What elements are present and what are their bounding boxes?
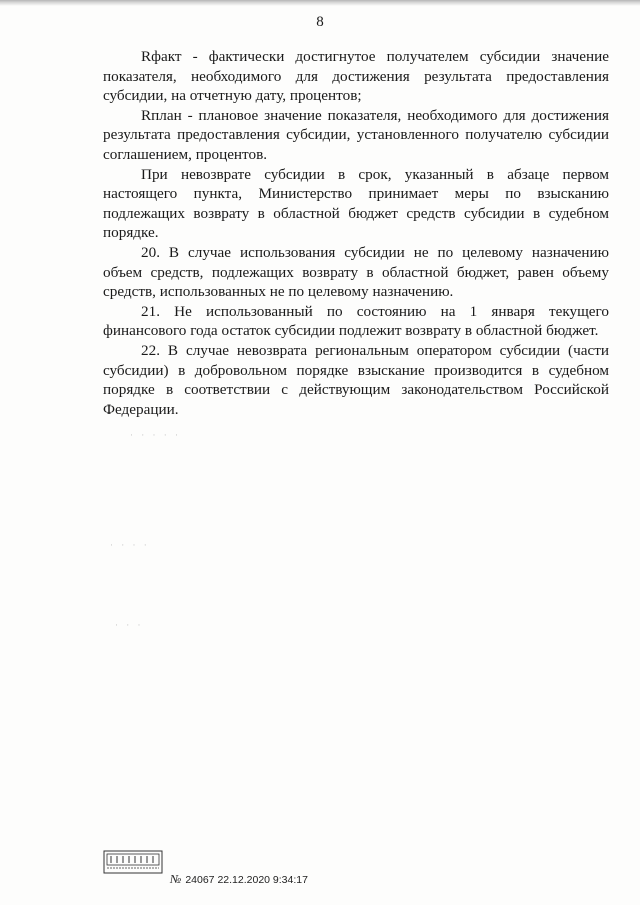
document-body <box>103 47 609 419</box>
paragraph-rfact: Rфакт - фактически достигнутое получателем субсидии значение показателя, необходимого для достижения результата предоставления субсидии, на отчетную дату, процентов; <box>103 48 609 105</box>
registry-mark <box>170 872 308 887</box>
page-number: 8 <box>316 14 324 30</box>
paragraph-item-20: 20. В случае использования субсидии не по целевому назначению объем средств, подлежащих возврату в областной бюджет, равен объему средств, использованных не по целевому назначению. <box>103 243 609 301</box>
scan-artifact: · · · · <box>110 540 150 550</box>
registry-stamp-icon <box>103 850 163 874</box>
paragraph-item-21: 21. Не использованный по состоянию на 1 января текущего финансового года остаток субсидии подлежит возврату в областной бюджет. <box>103 302 609 340</box>
paragraph-item-22: 22. В случае невозврата региональным оператором субсидии (части субсидии) в добровольном порядке взыскание производится в судебном порядке в соответствии с действующим законодательством Российской Федерации. <box>103 341 609 418</box>
scan-edge-shadow <box>0 0 640 6</box>
registry-number-date: 24067 22.12.2020 9:34:17 <box>185 874 308 886</box>
scan-artifact: · · · <box>115 620 144 630</box>
scan-artifact: · · · · · <box>130 430 181 440</box>
paragraph-rplan: Rплан - плановое значение показателя, необходимого для достижения результата предоставления субсидии, установленного получателю субсидии соглашением, процентов. <box>103 106 609 163</box>
paragraph-nonreturn: При невозврате субсидии в срок, указанный в абзаце первом настоящего пункта, Министерство принимает меры по взысканию подлежащих возврату в областной бюджет средств субсидии в судебном порядке. <box>103 165 609 242</box>
number-sign: № <box>170 872 182 886</box>
